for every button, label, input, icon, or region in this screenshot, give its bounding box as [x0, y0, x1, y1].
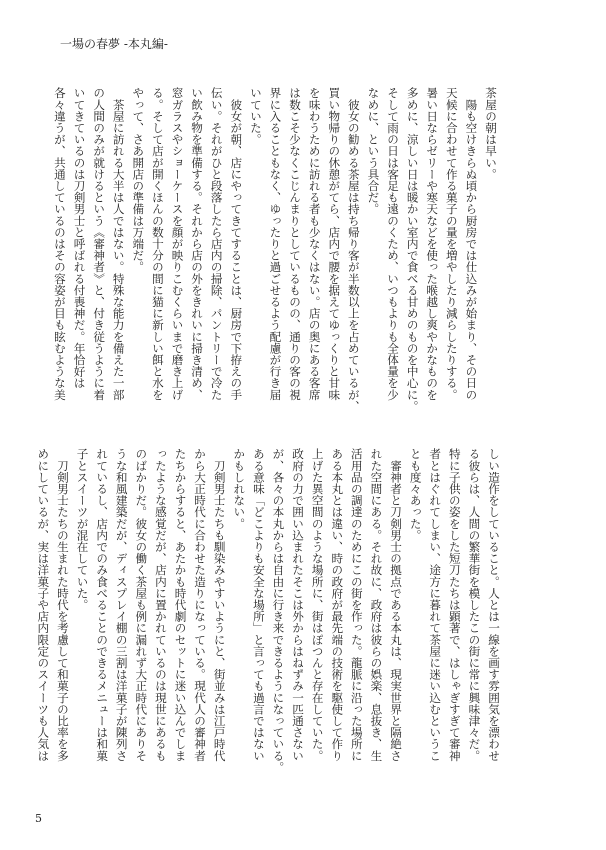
text-column: 者とはぐれてしまい、途方に暮れて茶屋に迷い込むというこ: [428, 448, 443, 762]
text-column: 買い物帰りの休憩がてら、店内で腰を据えてゆっくりと甘味: [327, 87, 342, 401]
text-column: 子とスイーツが混在していた。: [75, 448, 90, 611]
running-head-title: 一場の春夢 -本丸編-: [60, 37, 168, 51]
text-column: れているし、店内でのみ食べることのできるメニューは和菓: [95, 448, 110, 762]
text-column: 彼女の勧める茶屋は持ち帰り客が半数以上を占めているが、: [346, 87, 361, 412]
text-column: 彼女が朝、店にやってきてすることは、厨房で下拵えの手: [229, 87, 244, 401]
text-column: は数こそ少なくこじんまりとしているものの、通りの客の視: [288, 87, 303, 401]
text-column: 審神者と刀剣男士の拠点である本丸は、現実世界と隔絶さ: [389, 448, 404, 762]
text-column: いてきているのは刀剣男士と呼ばれる付喪神だ。年恰好は: [72, 87, 87, 389]
text-column: うな和風建築だが、ディスプレイ棚の三割は洋菓子が陳列さ: [114, 448, 129, 762]
text-column: たちからすると、あたかも時代劇のセットに迷い込んでしま: [173, 448, 188, 762]
text-column: の人間のみが就けるという《審神者》と、付き従うように着: [92, 87, 107, 401]
text-column: 特に子供の姿をした短刀たちは顕著で、はしゃぎすぎて審神: [447, 448, 462, 762]
text-column: かもしれない。: [232, 448, 247, 530]
page-number: 5: [35, 812, 42, 825]
text-column: 陽も空けきらぬ頃から厨房では仕込みが始まり、その日の: [464, 87, 479, 401]
text-column: 上げた異空間のような場所に、街はぽつんと存在していた。: [310, 448, 325, 762]
text-column: なめに、という具合だ。: [366, 87, 381, 215]
text-column: る彼らは、人間の繁華街を模したこの街に常に興味津々だ。: [467, 448, 482, 762]
text-column: ったような感覚だが、店内に置かれているのは現世にあるも: [153, 448, 168, 762]
text-column: ある意味「どこよりも安全な場所」と言っても過言ではない: [251, 448, 266, 762]
text-column: 多めに、涼しい日は暖かい室内で食べる甘めのものを中心に。: [405, 87, 420, 412]
text-column: 界に入ることもなく、ゆったりと過ごせるよう配慮が行き届: [268, 87, 283, 401]
text-column: 政府の力で囲い込まれたそこは外からはねずみ一匹通さない: [291, 448, 306, 762]
text-column: 茶屋の朝は早い。: [484, 87, 498, 180]
text-column: 活用品の調達のためにこの街を作った。龍脈に沿った場所に: [349, 448, 364, 762]
text-column: る。そして店が開くほんの数十分の間に猫に新しい餌と水を: [150, 87, 165, 401]
body-text-lower-tier: [33, 448, 503, 788]
text-column: を味わうために訪れる者も少なくはない。店の奥にある客席: [307, 87, 322, 401]
text-column: い飲み物を準備する。それから店の外をきれいに掃き清め、: [190, 87, 205, 401]
text-column: 伝い。それがひと段落したら店内の掃除、パントリーで冷た: [209, 87, 224, 401]
text-column: が、各々の本丸からは自由に行き来できるようになっている。: [271, 448, 286, 773]
text-column: 刀剣男士たちも馴染みやすいようにと、街並みは江戸時代: [212, 448, 227, 762]
text-column: いていた。: [248, 87, 263, 145]
text-column: のばかりだ。彼女の働く茶屋も例に漏れず大正時代にありそ: [134, 448, 149, 762]
text-column: から大正時代に合わせた造りになっている。現代人の審神者: [193, 448, 208, 762]
text-column: そして雨の日は客足も遠のくため、いつもよりも全体量を少: [386, 87, 401, 401]
text-column: 暑い日ならゼリーや寒天などを使った喉越し爽やかなものを: [425, 87, 440, 401]
text-column: とも度々あった。: [408, 448, 423, 541]
text-column: 窓ガラスやショーケースを顔が映りこむくらいまで磨き上げ: [170, 87, 185, 401]
text-column: 茶屋に訪れる大半は人ではない。特殊な能力を備えた一部: [111, 87, 126, 401]
text-column: 各々違うが、共通しているのはその容姿が目も眩むような美: [52, 87, 67, 401]
text-column: 刀剣男士たちの生まれた時代を考慮して和菓子の比率を多: [55, 448, 70, 762]
text-column: めにしているが、実は洋菓子や店内限定のスイーツも人気は: [36, 448, 51, 762]
text-column: しい造作をしていること。人とは一線を画す雰囲気を漂わせ: [487, 448, 501, 762]
text-column: れた空間にある。それ故に、政府は彼らの娯楽、息抜き、生: [369, 448, 384, 762]
body-text-upper-tier: [49, 87, 500, 417]
text-column: ある本丸とは違い、時の政府が最先端の技術を駆使して作り: [330, 448, 345, 762]
text-column: やって、さあ開店の準備は万端だ。: [131, 87, 146, 273]
text-column: 天候に合わせて作る菓子の量を増やしたり減らしたりする。: [444, 87, 459, 401]
